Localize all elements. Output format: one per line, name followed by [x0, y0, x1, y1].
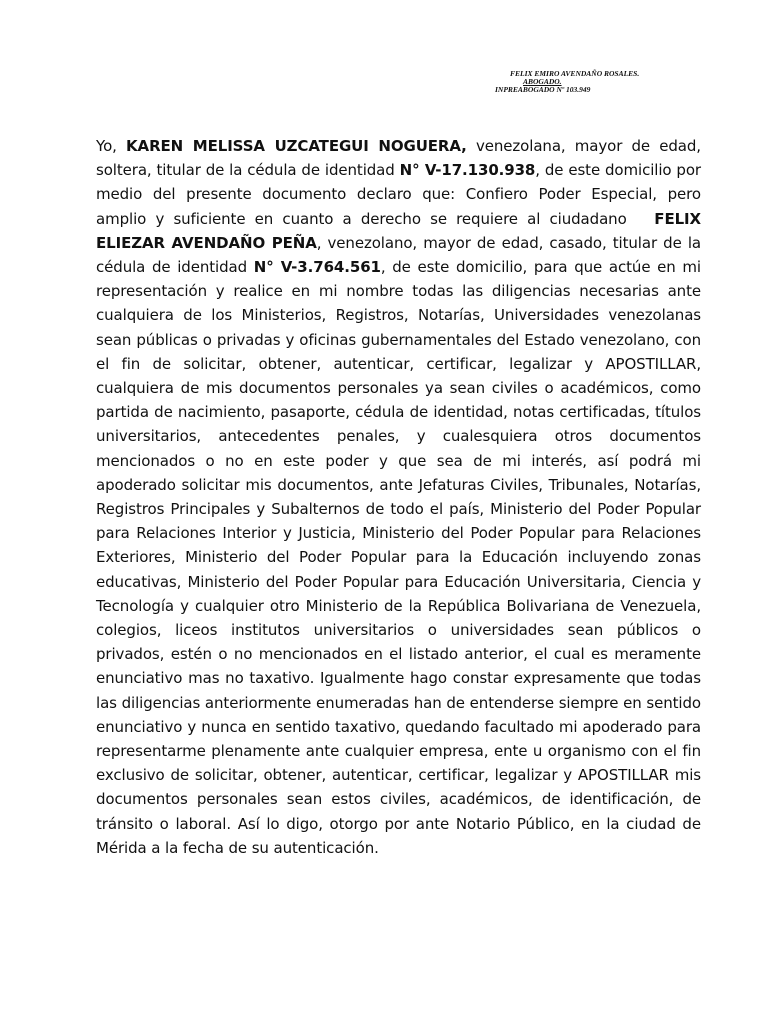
letterhead-registry: INPREABOGADO Nº 103.949: [495, 85, 591, 94]
letterhead: [480, 70, 710, 94]
letterhead-title: ABOGADO.: [523, 77, 562, 86]
intro-text: Yo,: [96, 137, 117, 155]
grantor-id: N° V-17.130.938: [399, 161, 536, 180]
body-part-4: , de este domicilio, para que actúe en mi representación y realice en mi nombre todas las diligencias necesarias ante cualquiera de los Ministerios, Registros, Notarías, Universidades venezolanas sean públicas o privadas y oficinas gubernamentales del Estado venezolano, con el fin de solicitar, obtener, autenticar, certificar, legalizar y APOSTILLAR, cualquiera de mis documentos personales ya sean civiles o académicos, como partida de nacimiento, pasaporte, cédula de identidad, notas certificadas, títulos universitarios, antecedentes penales, y cualesquiera otros documentos mencionados o no en este poder y que sea de mi interés, así podrá mi apoderado solicitar mis documentos, ante Jefaturas Civiles, Tribunales, Notarías, Registros Principales y Subalternos de todo el país, Ministerio del Poder Popular para Relaciones Interior y Justicia, Ministerio del Poder Popular para Relaciones Exteriores, Ministerio del Poder Popular para la Educación incluyendo zonas educativas, Ministerio del Poder Popular para Educación Universitaria, Ciencia y Tecnología y cualquier otro Ministerio de la República Bolivariana de Venezuela, colegios, liceos institutos universitarios o universidades sean públicos o privados, estén o no mencionados en el listado anterior, el cual es meramente enunciativo mas no taxativo. Igualmente hago constar expresamente que todas las diligencias anteriormente enumeradas han de entenderse siempre en sentido enunciativo y nunca en sentido taxativo, quedando facultado mi apoderado para representarme plenamente ante cualquier empresa, ente u organismo con el fin exclusivo de solicitar, obtener, autenticar, certificar, legalizar y APOSTILLAR mis documentos personales sean estos civiles, académicos, de identificación, de tránsito o laboral. Así lo digo, otorgo por ante Notario Público, en la ciudad de Mérida a la fecha de su autenticación.: [96, 258, 701, 857]
letterhead-name: FELIX EMIRO AVENDAÑO ROSALES.: [510, 69, 640, 78]
attorney-id: N° V-3.764.561: [253, 258, 381, 277]
grantor-name: KAREN MELISSA UZCATEGUI NOGUERA,: [126, 137, 467, 155]
body-part-1: venezolana, mayor de edad, soltera, titular de la cédula de identidad: [96, 137, 701, 180]
body-part-3: , venezolano, mayor de edad, casado, titular de la cédula de identidad: [96, 233, 701, 277]
power-of-attorney-body: [96, 134, 701, 860]
attorney-name: FELIX ELIEZAR AVENDAÑO PEÑA: [96, 209, 701, 252]
body-part-2: , de este domicilio por medio del presente documento declaro que: Confiero Poder Especial, pero amplio y suficiente en cuanto a derecho se requiere al ciudadano: [96, 161, 701, 228]
